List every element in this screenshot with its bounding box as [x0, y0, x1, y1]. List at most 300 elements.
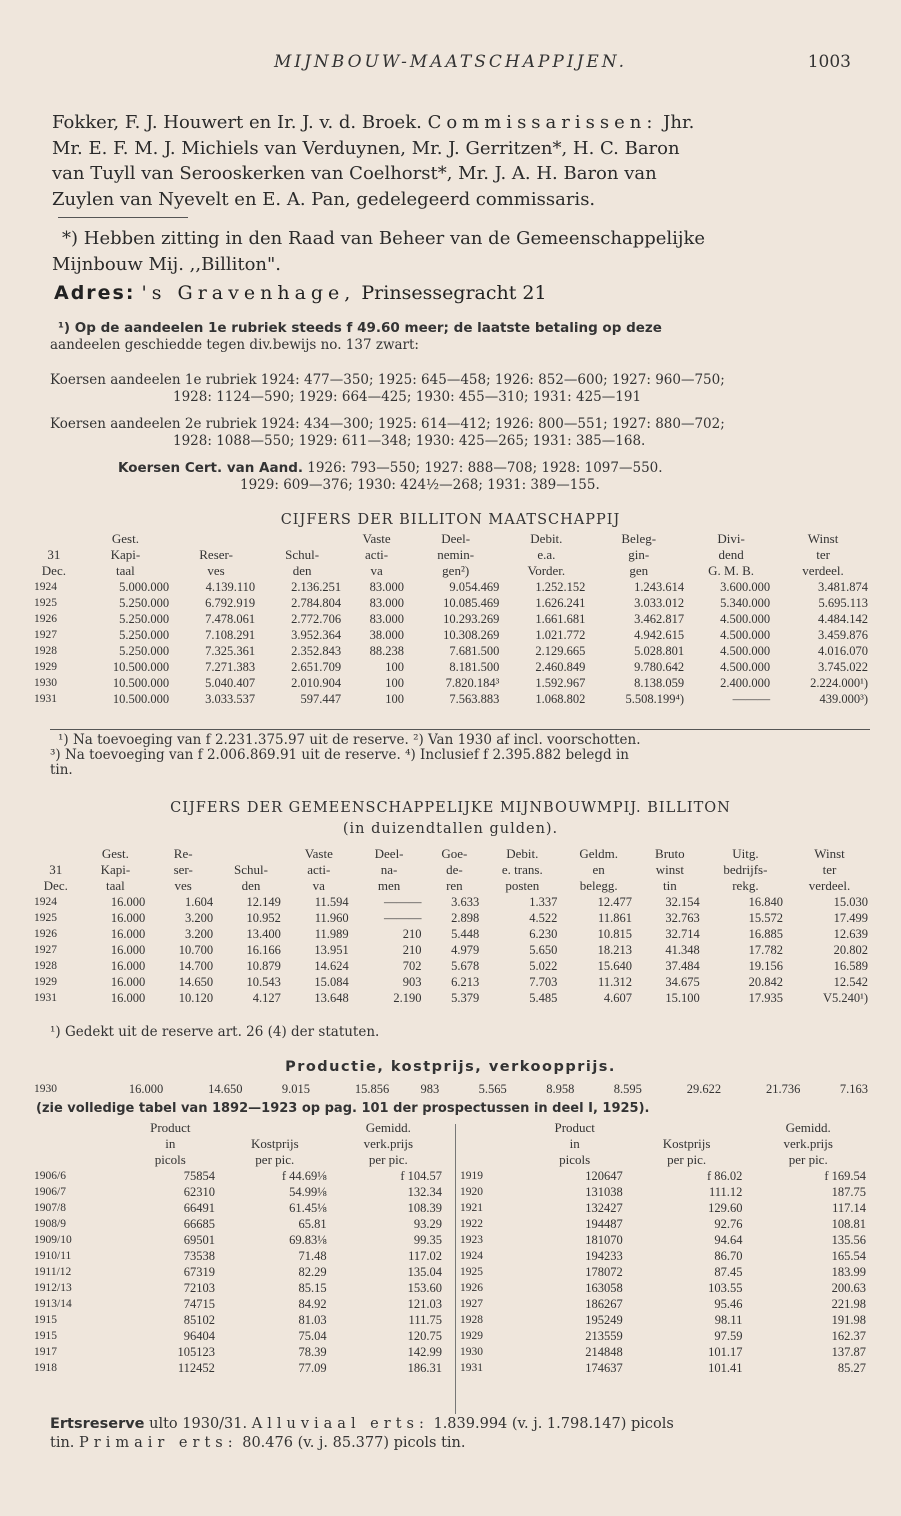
- column-header: Gest.: [111, 531, 139, 546]
- column-header: gen²): [442, 563, 470, 578]
- row-year: 1931: [460, 1362, 483, 1374]
- row-year: 1929: [34, 661, 57, 673]
- column-header: ser-: [173, 862, 193, 877]
- table-cell: 2.129.665: [535, 644, 586, 658]
- table-cell: 439.000³): [819, 692, 868, 706]
- table-cell: 3.745.022: [818, 660, 868, 674]
- row-year: 1926: [34, 613, 57, 625]
- table-cell: 6.230: [529, 927, 558, 941]
- table-cell: 101.17: [708, 1345, 743, 1359]
- row-year: 1920: [460, 1186, 483, 1198]
- table-cell: 2.784.804: [291, 596, 342, 610]
- row-year: 1921: [460, 1202, 483, 1214]
- table-cell: 213559: [585, 1329, 623, 1343]
- table-cell: 117.14: [832, 1201, 866, 1215]
- table-row: [456, 1168, 870, 1184]
- column-header: per pic.: [255, 1152, 295, 1167]
- table-cell: 2.772.706: [291, 612, 342, 626]
- column-header: Kostprijs: [250, 1136, 299, 1151]
- table-cell: f 169.54: [824, 1169, 866, 1183]
- row-year: 1924: [34, 896, 57, 908]
- row-year: 1928: [34, 960, 57, 972]
- column-header: na-: [380, 862, 398, 877]
- table-cell: 1.337: [529, 895, 558, 909]
- table-row: [30, 1312, 446, 1328]
- table-row: [30, 974, 872, 990]
- table-cell: 2.400.000: [720, 676, 771, 690]
- table-cell: 120647: [585, 1169, 623, 1183]
- column-header: Vaste: [362, 531, 391, 546]
- table-row: [30, 1200, 446, 1216]
- table-cell: 15.640: [597, 959, 632, 973]
- header-row: [30, 531, 872, 547]
- table-cell: 4.484.142: [818, 612, 868, 626]
- table-cell: 4.979: [451, 943, 480, 957]
- erts-ulto: ulto 1930/31.: [149, 1416, 248, 1432]
- column-header: verk.prijs: [783, 1136, 833, 1151]
- table-cell: 75854: [183, 1169, 215, 1183]
- table-cell: 75.04: [298, 1329, 327, 1343]
- table-row: [30, 990, 872, 1006]
- table-cell: 38.000: [369, 628, 405, 642]
- table-cell: 15.084: [314, 975, 349, 989]
- column-header: Product: [150, 1120, 191, 1135]
- table-cell: 10.879: [246, 959, 281, 973]
- row-year: 1912/13: [34, 1282, 72, 1294]
- header-row: [456, 1136, 870, 1152]
- table-cell: 5.250.000: [119, 612, 170, 626]
- column-header: [219, 1120, 331, 1136]
- row-year: 1915: [34, 1330, 57, 1342]
- table-cell: 100: [385, 692, 405, 706]
- table-cell: 15.030: [833, 895, 868, 909]
- column-header: Beleg-: [621, 531, 657, 546]
- table-cell: 187.75: [831, 1185, 866, 1199]
- table-cell: V5.240¹): [822, 991, 868, 1005]
- table-cell: 1.021.772: [535, 628, 586, 642]
- column-header: Divi-: [717, 531, 745, 546]
- billiton-table-rule: [50, 729, 870, 730]
- row-year: 1907/8: [34, 1202, 66, 1214]
- table-cell: 5.650: [529, 943, 558, 957]
- column-header: den: [292, 563, 312, 578]
- table-cell: 4.139.110: [205, 580, 256, 594]
- column-header: winst: [655, 862, 684, 877]
- productie-title: Productie, kostprijs, verkoopprijs.: [285, 1059, 616, 1075]
- table-cell: 2.460.849: [535, 660, 586, 674]
- row-year: 1922: [460, 1218, 483, 1230]
- column-header: men: [377, 878, 401, 893]
- table-cell: 15.856: [354, 1082, 390, 1096]
- table-cell: 10.293.269: [443, 612, 500, 626]
- row-year: 1906/7: [34, 1186, 66, 1198]
- table-row: [30, 1264, 446, 1280]
- table-row: [30, 894, 872, 910]
- table-cell: 7.703: [529, 975, 558, 989]
- table-cell: 12.149: [246, 895, 281, 909]
- column-header: Winst: [814, 846, 845, 861]
- table-cell: 8.595: [613, 1082, 642, 1096]
- table-cell: 137.87: [831, 1345, 866, 1359]
- column-header: Schul-: [285, 547, 320, 562]
- table-cell: 11.594: [314, 895, 349, 909]
- table-cell: 20.842: [748, 975, 784, 989]
- table-row: [30, 1360, 446, 1376]
- row-year: 1925: [34, 597, 57, 609]
- table-cell: 5.250.000: [119, 596, 170, 610]
- table-cell: 34.675: [665, 975, 700, 989]
- table-cell: 2.190: [393, 991, 422, 1005]
- column-header: Re-: [173, 846, 193, 861]
- column-header: gin-: [628, 547, 650, 562]
- table-cell: 14.650: [208, 1082, 243, 1096]
- table-row: [30, 1280, 446, 1296]
- share-footnote-line-2: aandeelen geschiedde tegen div.bewijs no. 137 zwart:: [50, 337, 419, 353]
- table-cell: 92.76: [714, 1217, 743, 1231]
- table-cell: 1.604: [184, 895, 214, 909]
- table-cell: ———: [383, 895, 422, 909]
- row-year: 1931: [34, 693, 57, 705]
- row-year: 1925: [34, 912, 57, 924]
- table-cell: 4.607: [603, 991, 632, 1005]
- table-cell: ———: [732, 692, 771, 706]
- row-year: 1927: [34, 629, 57, 641]
- table-cell: 3.033.012: [634, 596, 685, 610]
- column-header: [456, 1120, 523, 1136]
- table-cell: 2.136.251: [291, 580, 342, 594]
- table-cell: 3.459.876: [818, 628, 868, 642]
- table-cell: 10.815: [597, 927, 632, 941]
- table-cell: 174637: [585, 1361, 623, 1375]
- column-header: [30, 1120, 122, 1136]
- table-row: [30, 691, 872, 707]
- table-row: [30, 926, 872, 942]
- table-cell: 83.000: [369, 596, 405, 610]
- table-cell: 96404: [183, 1329, 215, 1343]
- table-cell: 903: [402, 975, 422, 989]
- column-header: Goe-: [441, 846, 468, 861]
- billiton-footnote-3: tin.: [50, 762, 73, 778]
- table-cell: 8.958: [546, 1082, 575, 1096]
- column-header: dend: [718, 547, 744, 562]
- table-cell: 2.898: [451, 911, 480, 925]
- table-cell: 4.127: [252, 991, 281, 1005]
- table-row: [30, 958, 872, 974]
- table-cell: 17.782: [748, 943, 784, 957]
- table-cell: 29.622: [686, 1082, 722, 1096]
- table-cell: 1.252.152: [535, 580, 586, 594]
- table-cell: 9.054.469: [449, 580, 500, 594]
- column-header: [30, 846, 82, 862]
- table-row: [456, 1184, 870, 1200]
- table-cell: 129.60: [708, 1201, 743, 1215]
- table-cell: 1.243.614: [634, 580, 685, 594]
- address-street: Prinsessegracht 21: [361, 282, 547, 304]
- table-cell: 4.500.000: [720, 628, 771, 642]
- divider: [58, 217, 188, 218]
- table-cell: 32.154: [665, 895, 700, 909]
- table-cell: 132.34: [407, 1185, 442, 1199]
- row-year: 1931: [34, 992, 57, 1004]
- column-header: e. trans.: [501, 862, 543, 877]
- table-cell: 83.000: [369, 612, 405, 626]
- table-cell: 16.000: [110, 927, 146, 941]
- table-cell: 8.181.500: [449, 660, 500, 674]
- table-cell: 71.48: [298, 1249, 327, 1263]
- table-cell: 111.75: [408, 1313, 442, 1327]
- table-cell: 12.477: [597, 895, 632, 909]
- column-header: Kapi-: [110, 547, 141, 562]
- header-row: [30, 862, 872, 878]
- table-cell: 112452: [177, 1361, 215, 1375]
- column-header: [30, 1136, 122, 1152]
- row-year: 1929: [460, 1330, 483, 1342]
- column-header: ter: [822, 862, 837, 877]
- column-header: per pic.: [368, 1152, 408, 1167]
- table-cell: 14.624: [314, 959, 349, 973]
- column-header: Deel-: [374, 846, 404, 861]
- table-cell: 191.98: [831, 1313, 866, 1327]
- column-header: in: [165, 1136, 176, 1151]
- table-cell: 100: [385, 676, 405, 690]
- table-cell: 62310: [183, 1185, 215, 1199]
- table-cell: 3.462.817: [634, 612, 685, 626]
- billiton-footnotes: [50, 733, 641, 778]
- billiton-table: [30, 531, 872, 707]
- table-cell: 88.238: [369, 644, 405, 658]
- column-header: Reser-: [199, 547, 233, 562]
- billiton-footnote-2: ³) Na toevoeging van f 2.006.869.91 uit de reserve. ⁴) Inclusief f 2.395.882 belegd in: [50, 747, 629, 763]
- table-cell: 100: [385, 660, 405, 674]
- address-city: 's Gravenhage,: [141, 282, 356, 304]
- column-header: [217, 846, 285, 862]
- table-row: [30, 1216, 446, 1232]
- row-year: 1928: [34, 645, 57, 657]
- table-cell: 11.989: [314, 927, 349, 941]
- alluviaal-label: Alluviaal erts:: [251, 1416, 429, 1432]
- erts-tin: tin.: [50, 1435, 75, 1451]
- table-row: [30, 675, 872, 691]
- table-cell: 17.499: [833, 911, 868, 925]
- table-cell: 3.033.537: [205, 692, 256, 706]
- column-header: 31: [47, 547, 61, 562]
- column-header: de-: [446, 862, 463, 877]
- commissarissen-label: Commissarissen:: [427, 112, 658, 133]
- table-row: [30, 1184, 446, 1200]
- table-cell: 5.508.199⁴): [625, 692, 685, 706]
- header-row: [30, 1152, 446, 1168]
- table-cell: 6.792.919: [205, 596, 256, 610]
- table-cell: 165.54: [831, 1249, 866, 1263]
- table-cell: 10.500.000: [112, 676, 170, 690]
- table-cell: 101.41: [708, 1361, 743, 1375]
- table-cell: 3.481.874: [818, 580, 868, 594]
- table-cell: 10.308.269: [443, 628, 500, 642]
- column-header: tin: [663, 878, 677, 893]
- table-row: [456, 1360, 870, 1376]
- table-cell: 8.138.059: [634, 676, 685, 690]
- table-cell: 3.600.000: [720, 580, 771, 594]
- column-header: Geldm.: [579, 846, 618, 861]
- row-year: 1909/10: [34, 1234, 72, 1246]
- table-cell: 181070: [585, 1233, 623, 1247]
- table-cell: 12.542: [833, 975, 868, 989]
- table-cell: 7.163: [839, 1082, 868, 1096]
- column-header: 31: [49, 862, 63, 877]
- table-cell: 5.695.113: [818, 596, 868, 610]
- row-year: 1928: [460, 1314, 483, 1326]
- table-cell: 97.59: [714, 1329, 743, 1343]
- header-row: [30, 1136, 446, 1152]
- row-year: 1919: [460, 1170, 483, 1182]
- table-cell: 162.37: [831, 1329, 866, 1343]
- column-header: rekg.: [732, 878, 759, 893]
- row-year: 1918: [34, 1362, 57, 1374]
- table-cell: 121.03: [407, 1297, 442, 1311]
- table-cell: 5.485: [529, 991, 558, 1005]
- row-year: 1927: [34, 944, 57, 956]
- table-cell: 194233: [585, 1249, 623, 1263]
- table-cell: 135.04: [407, 1265, 442, 1279]
- column-header: per pic.: [788, 1152, 828, 1167]
- table-cell: 72103: [183, 1281, 215, 1295]
- table-cell: 983: [420, 1082, 440, 1096]
- table-cell: 13.951: [314, 943, 349, 957]
- productie-table-left: [30, 1120, 446, 1376]
- billiton-title: CIJFERS DER BILLITON MAATSCHAPPIJ: [280, 512, 621, 528]
- table-cell: 65.81: [298, 1217, 327, 1231]
- table-row: [456, 1248, 870, 1264]
- table-cell: 4.500.000: [720, 612, 771, 626]
- column-header: [456, 1136, 523, 1152]
- table-cell: 5.565: [478, 1082, 507, 1096]
- column-header: ves: [207, 563, 225, 578]
- table-cell: 183.99: [831, 1265, 866, 1279]
- table-cell: 95.46: [714, 1297, 743, 1311]
- koersen-row-1a: Koersen aandeelen 1e rubriek 1924: 477—350; 1925: 645—458; 1926: 852—600; 1927: 960—750;: [50, 372, 725, 388]
- koersen-row-1b: 1928: 1124—590; 1929: 664—425; 1930: 455—310; 1931: 425—191: [173, 389, 642, 405]
- table-cell: 16.000: [110, 975, 146, 989]
- row-year: 1930: [34, 677, 57, 689]
- table-cell: 5.028.801: [634, 644, 685, 658]
- table-cell: 11.861: [598, 911, 632, 925]
- table-cell: 41.348: [665, 943, 700, 957]
- table-cell: 7.563.883: [449, 692, 500, 706]
- share-footnote-line-1: ¹) Op de aandeelen 1e rubriek steeds f 49.60 meer; de laatste betaling op deze: [58, 320, 662, 336]
- share-footnote: [50, 320, 872, 354]
- table-cell: 214848: [585, 1345, 623, 1359]
- table-cell: 5.000.000: [119, 580, 170, 594]
- primair-label: Primair erts:: [79, 1435, 238, 1451]
- table-cell: 13.400: [246, 927, 281, 941]
- column-header: belegg.: [579, 878, 618, 893]
- table-cell: 9.015: [281, 1082, 310, 1096]
- table-cell: 32.714: [665, 927, 700, 941]
- star-footnote: [52, 226, 870, 277]
- table-cell: 16.000: [110, 959, 146, 973]
- table-cell: 11.960: [314, 911, 349, 925]
- table-cell: 5.040.407: [205, 676, 256, 690]
- table-cell: 86.70: [714, 1249, 743, 1263]
- koersen-cert-label: Koersen Cert. van Aand.: [118, 460, 303, 476]
- billiton-footnote-1: ¹) Na toevoeging van f 2.231.375.97 uit de reserve. ²) Van 1930 af incl. voorschotten.: [58, 732, 641, 748]
- table-cell: 195249: [585, 1313, 623, 1327]
- column-header: e.a.: [537, 547, 556, 562]
- table-cell: 131038: [585, 1185, 623, 1199]
- table-cell: 103.55: [708, 1281, 743, 1295]
- board-paragraph: [52, 110, 870, 212]
- productie-note: (zie volledige tabel van 1892—1923 op pag. 101 der prospectussen in deel I, 1925).: [36, 1101, 650, 1116]
- gemeen-subtitle: (in duizendtallen gulden).: [342, 821, 559, 837]
- column-header: Gemidd.: [785, 1120, 831, 1135]
- table-cell: 153.60: [407, 1281, 442, 1295]
- koersen-row-2b: 1928: 1088—550; 1929: 611—348; 1930: 425—265; 1931: 385—168.: [173, 433, 646, 449]
- column-header: acti-: [307, 862, 331, 877]
- column-header: Deel-: [441, 531, 471, 546]
- table-cell: 16.589: [833, 959, 868, 973]
- table-cell: 5.022: [529, 959, 558, 973]
- koersen-row-3a: [118, 460, 663, 477]
- column-header: Kapi-: [100, 862, 131, 877]
- header-row: [456, 1120, 870, 1136]
- table-cell: 54.99⅛: [289, 1185, 327, 1199]
- page-number: 1003: [807, 52, 851, 72]
- row-year: 1929: [34, 976, 57, 988]
- table-row: [30, 579, 872, 595]
- table-cell: 4.942.615: [634, 628, 685, 642]
- table-row: [30, 1248, 446, 1264]
- column-header: Product: [554, 1120, 595, 1135]
- table-cell: 3.200: [184, 911, 214, 925]
- table-cell: 10.952: [246, 911, 281, 925]
- table-cell: 221.98: [831, 1297, 866, 1311]
- board-line-1a: Fokker, F. J. Houwert en Ir. J. v. d. Broek.: [52, 112, 422, 133]
- header-row: [30, 878, 872, 894]
- erts-line-2: [50, 1435, 466, 1452]
- column-header: [30, 531, 78, 547]
- column-header: Winst: [807, 531, 839, 546]
- row-year: 1930: [460, 1346, 483, 1358]
- column-header: [30, 1152, 122, 1168]
- table-cell: 597.447: [300, 692, 342, 706]
- table-cell: 3.633: [451, 895, 480, 909]
- table-cell: 16.000: [128, 1082, 164, 1096]
- table-cell: 10.120: [178, 991, 214, 1005]
- table-cell: 85102: [183, 1313, 215, 1327]
- column-header: va: [370, 563, 383, 578]
- table-cell: 16.840: [748, 895, 784, 909]
- table-cell: 111.12: [708, 1185, 743, 1199]
- column-header: picols: [559, 1152, 591, 1167]
- table-cell: 142.99: [407, 1345, 442, 1359]
- column-header: in: [569, 1136, 580, 1151]
- board-line-1c: Jhr.: [663, 112, 695, 133]
- koersen-row-2a: Koersen aandeelen 2e rubriek 1924: 434—300; 1925: 614—412; 1926: 800—551; 1927: 880—702;: [50, 416, 725, 432]
- table-cell: 7.681.500: [449, 644, 500, 658]
- table-cell: 210: [402, 943, 422, 957]
- table-row: [30, 1168, 446, 1184]
- table-cell: 7.271.383: [205, 660, 256, 674]
- column-header: posten: [505, 878, 540, 893]
- table-cell: 87.45: [714, 1265, 743, 1279]
- table-cell: 14.650: [178, 975, 214, 989]
- table-cell: 82.29: [298, 1265, 327, 1279]
- table-cell: 1.626.241: [535, 596, 586, 610]
- column-header: nemin-: [437, 547, 475, 562]
- table-cell: 13.648: [314, 991, 349, 1005]
- row-year: 1930: [34, 1083, 57, 1095]
- column-header: Dec.: [43, 878, 68, 893]
